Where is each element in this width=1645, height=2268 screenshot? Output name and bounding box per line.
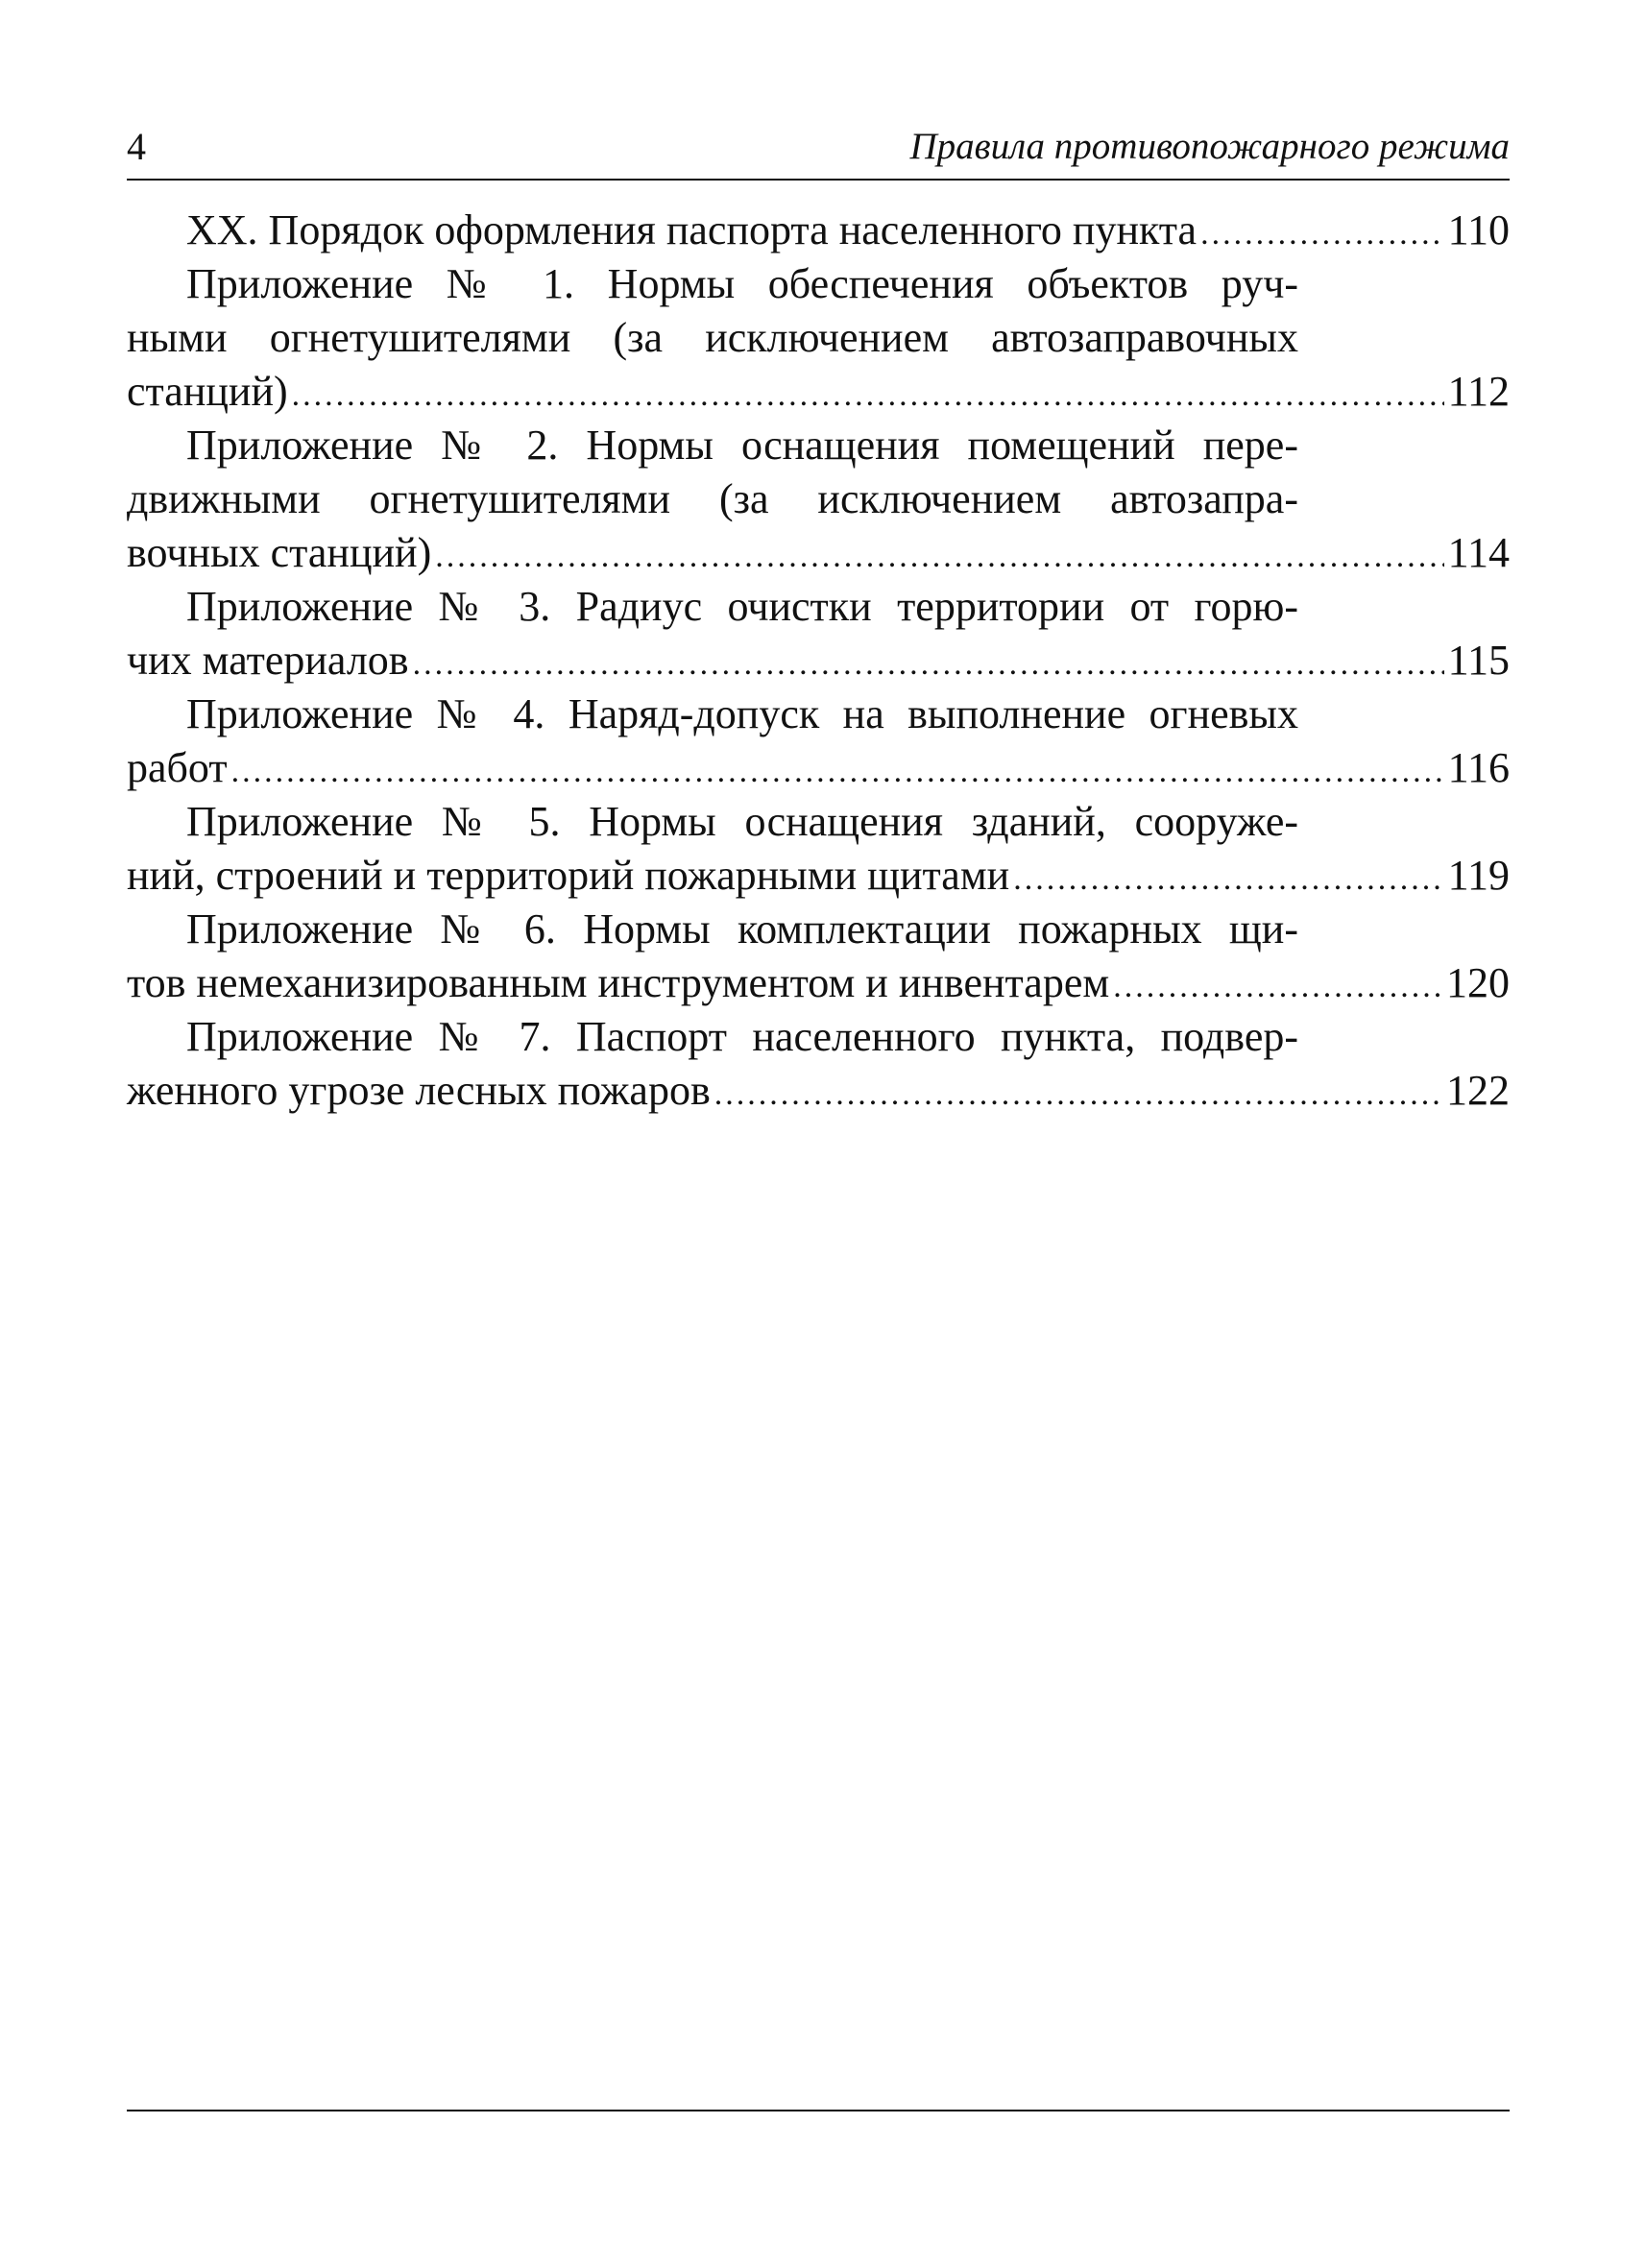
- toc-entry-title-tail: тов немеханизированным инструментом и инвентарем: [127, 959, 1110, 1006]
- toc-entry[interactable]: [127, 257, 1510, 419]
- dot-leader: [1013, 853, 1443, 906]
- toc-entry-line: Приложение № 6. Нормы комплектации пожарных щи-: [186, 905, 1298, 953]
- dot-leader: [231, 745, 1444, 799]
- toc-entry-line: ными огнетушителями (за исключением автозаправочных: [127, 314, 1298, 361]
- toc-entry-line: движными огнетушителями (за исключением автозапра-: [127, 475, 1298, 522]
- toc-entry[interactable]: [127, 419, 1510, 580]
- toc-entry-last-line: [127, 956, 1510, 1010]
- table-of-contents: [127, 204, 1510, 1118]
- toc-entry[interactable]: [127, 1010, 1510, 1118]
- footer-rule: [127, 2110, 1510, 2111]
- toc-entry-last-line: [127, 1064, 1510, 1118]
- page-header: [127, 123, 1510, 181]
- toc-entry-line: Приложение № 4. Наряд-допуск на выполнение огневых: [186, 690, 1298, 737]
- toc-entry-last-line: [127, 365, 1510, 419]
- toc-entry[interactable]: [127, 688, 1510, 795]
- dot-leader: [1113, 960, 1442, 1014]
- toc-page-number: 116: [1447, 744, 1510, 791]
- toc-entry-title-tail: ний, строений и территорий пожарными щитами: [127, 852, 1010, 899]
- dot-leader: [1200, 207, 1444, 261]
- toc-entry-last-line: [127, 634, 1510, 688]
- dot-leader: [292, 369, 1444, 422]
- toc-entry-title-tail: XX. Порядок оформления паспорта населенного пункта: [186, 206, 1197, 253]
- dot-leader: [413, 638, 1444, 691]
- dot-leader: [714, 1068, 1442, 1122]
- header-rule: [127, 179, 1510, 181]
- toc-entry-last-line: [127, 204, 1510, 257]
- toc-entry-line: Приложение № 5. Нормы оснащения зданий, сооруже-: [186, 798, 1298, 845]
- toc-entry-title-tail: вочных станций): [127, 529, 432, 576]
- toc-entry-title-tail: работ: [127, 744, 228, 791]
- page-number: 4: [127, 125, 146, 168]
- toc-entry[interactable]: [127, 204, 1510, 257]
- toc-entry-last-line: [127, 741, 1510, 795]
- toc-page-number: 114: [1447, 529, 1510, 576]
- toc-entry-line: Приложение № 1. Нормы обеспечения объектов руч-: [186, 260, 1298, 307]
- toc-page-number: 119: [1447, 852, 1510, 899]
- toc-entry[interactable]: [127, 795, 1510, 903]
- toc-entry[interactable]: [127, 903, 1510, 1010]
- toc-entry-title-tail: станций): [127, 368, 288, 415]
- running-title: Правила противопожарного режима: [909, 126, 1510, 167]
- toc-page-number: 112: [1447, 368, 1510, 415]
- toc-entry-last-line: [127, 526, 1510, 580]
- toc-page-number: 122: [1446, 1067, 1510, 1114]
- toc-entry-line: Приложение № 3. Радиус очистки территории от горю-: [186, 583, 1298, 630]
- toc-entry-title-tail: женного угрозе лесных пожаров: [127, 1067, 711, 1114]
- toc-entry-line: Приложение № 2. Нормы оснащения помещений пере-: [186, 422, 1298, 469]
- toc-page-number: 110: [1447, 206, 1510, 253]
- toc-entry-last-line: [127, 849, 1510, 903]
- toc-page-number: 115: [1447, 637, 1510, 684]
- toc-entry-title-tail: чих материалов: [127, 637, 409, 684]
- toc-page-number: 120: [1446, 959, 1510, 1006]
- toc-entry-line: Приложение № 7. Паспорт населенного пункта, подвер-: [186, 1013, 1298, 1060]
- toc-entry[interactable]: [127, 580, 1510, 688]
- dot-leader: [435, 530, 1443, 584]
